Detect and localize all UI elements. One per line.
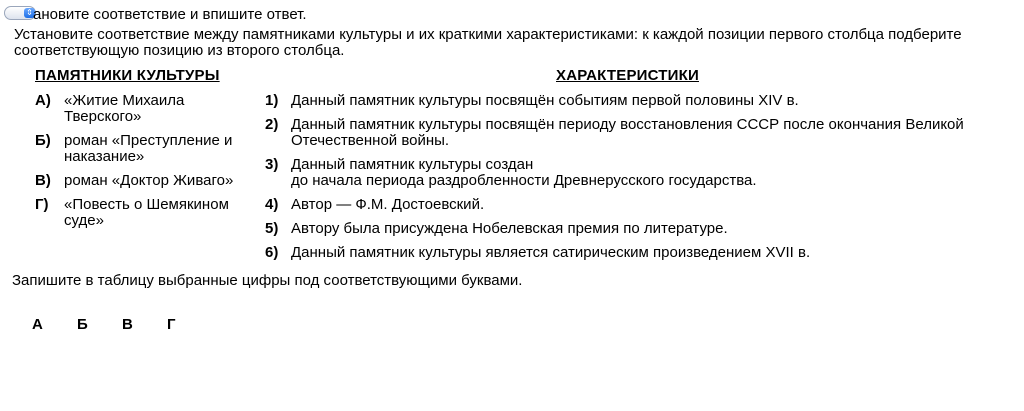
monument-key: Г) bbox=[35, 196, 49, 213]
characteristic-item bbox=[265, 93, 985, 109]
monument-item bbox=[35, 133, 245, 165]
characteristic-text: Данный памятник культуры посвящён периоду восстановления СССР после окончания Великой Отечественной войны. bbox=[291, 116, 964, 149]
monuments-column-title: ПАМЯТНИКИ КУЛЬТУРЫ bbox=[35, 67, 220, 84]
answer-letter: В bbox=[122, 316, 133, 333]
monument-key: В) bbox=[35, 172, 51, 189]
characteristic-item bbox=[265, 245, 985, 261]
toggle-button[interactable] bbox=[4, 6, 36, 20]
monument-text: «Повесть о Шемякином суде» bbox=[64, 196, 229, 229]
characteristic-text: Автору была присуждена Нобелевская премия по литературе. bbox=[291, 220, 728, 237]
answer-letter: Б bbox=[77, 316, 88, 333]
characteristics-column-title: ХАРАКТЕРИСТИКИ bbox=[556, 67, 699, 84]
monument-item bbox=[35, 93, 245, 125]
monument-key: Б) bbox=[35, 132, 51, 149]
answer-letter: Г bbox=[167, 316, 176, 333]
characteristic-text: Автор — Ф.М. Достоевский. bbox=[291, 196, 485, 213]
task-header: ановите соответствие и впишите ответ. bbox=[33, 6, 307, 23]
characteristic-text: Данный памятник культуры создан до начала периода раздробленности Древнерусского государства. bbox=[291, 156, 757, 189]
characteristic-item bbox=[265, 157, 985, 189]
monument-key: А) bbox=[35, 92, 51, 109]
characteristic-key: 6) bbox=[265, 244, 279, 261]
characteristic-key: 5) bbox=[265, 220, 279, 237]
monument-item bbox=[35, 173, 245, 189]
characteristic-item bbox=[265, 117, 985, 149]
answer-table-header bbox=[32, 316, 212, 333]
monument-item bbox=[35, 197, 245, 229]
characteristic-item bbox=[265, 221, 985, 237]
task-intro: Установите соответствие между памятниками культуры и их краткими характеристиками: к каждой позиции первого столбца подберите соответствующую позицию из второго столбца. bbox=[14, 26, 962, 59]
answer-letter: А bbox=[32, 316, 43, 333]
characteristic-key: 4) bbox=[265, 196, 279, 213]
characteristic-text: Данный памятник культуры посвящён событиям первой половины XIV в. bbox=[291, 92, 799, 109]
characteristics-list bbox=[265, 93, 985, 269]
characteristic-key: 1) bbox=[265, 92, 279, 109]
monument-text: роман «Преступление и наказание» bbox=[64, 132, 233, 165]
monuments-list bbox=[35, 93, 245, 237]
answer-instruction: Запишите в таблицу выбранные цифры под соответствующими буквами. bbox=[12, 272, 523, 289]
characteristic-text: Данный памятник культуры является сатирическим произведением XVII в. bbox=[291, 244, 811, 261]
monument-text: роман «Доктор Живаго» bbox=[64, 172, 234, 189]
toggle-icon: ⇕ bbox=[24, 8, 35, 18]
characteristic-item bbox=[265, 197, 985, 213]
characteristic-key: 3) bbox=[265, 156, 279, 173]
monument-text: «Житие Михаила Тверского» bbox=[64, 92, 185, 125]
characteristic-key: 2) bbox=[265, 116, 279, 133]
